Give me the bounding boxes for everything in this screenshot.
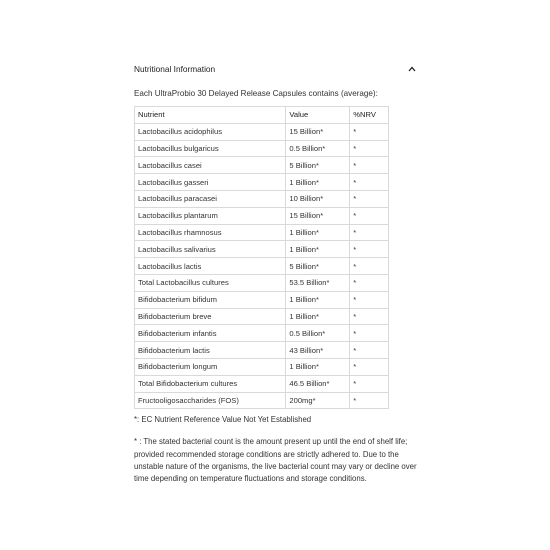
value-cell: 1 Billion* xyxy=(286,174,350,191)
table-row xyxy=(135,190,389,207)
table-row xyxy=(135,291,389,308)
nrv-cell: * xyxy=(350,174,389,191)
table-row xyxy=(135,157,389,174)
nrv-cell: * xyxy=(350,241,389,258)
intro-text: Each UltraProbio 30 Delayed Release Capsules contains (average): xyxy=(134,89,378,98)
value-cell: 200mg* xyxy=(286,392,350,409)
table-header-row xyxy=(135,107,389,124)
value-cell: 1 Billion* xyxy=(286,224,350,241)
nutrient-cell: Lactobacillus lactis xyxy=(135,258,286,275)
nutrient-cell: Bifidobacterium lactis xyxy=(135,342,286,359)
nrv-cell: * xyxy=(350,392,389,409)
nutrient-cell: Total Bifidobacterium cultures xyxy=(135,375,286,392)
nutrient-cell: Lactobacillus acidophilus xyxy=(135,123,286,140)
nrv-cell: * xyxy=(350,325,389,342)
table-row xyxy=(135,325,389,342)
value-cell: 1 Billion* xyxy=(286,358,350,375)
value-cell: 1 Billion* xyxy=(286,308,350,325)
section-title: Nutritional Information xyxy=(134,64,216,74)
table-row xyxy=(135,308,389,325)
nrv-cell: * xyxy=(350,157,389,174)
value-cell: 53.5 Billion* xyxy=(286,274,350,291)
nrv-cell: * xyxy=(350,258,389,275)
nutritional-information-panel xyxy=(134,58,417,486)
nutrient-cell: Bifidobacterium infantis xyxy=(135,325,286,342)
accordion-header[interactable] xyxy=(134,58,417,80)
table-body xyxy=(135,123,389,409)
table-row xyxy=(135,375,389,392)
value-cell: 15 Billion* xyxy=(286,207,350,224)
chevron-up-icon[interactable] xyxy=(407,64,417,74)
value-cell: 5 Billion* xyxy=(286,157,350,174)
column-header-nrv: %NRV xyxy=(350,107,389,124)
nutrient-cell: Lactobacillus bulgaricus xyxy=(135,140,286,157)
column-header-value: Value xyxy=(286,107,350,124)
nutrient-cell: Lactobacillus paracasei xyxy=(135,190,286,207)
nrv-cell: * xyxy=(350,308,389,325)
nutrient-cell: Lactobacillus gasseri xyxy=(135,174,286,191)
nrv-cell: * xyxy=(350,342,389,359)
value-cell: 1 Billion* xyxy=(286,241,350,258)
column-header-nutrient: Nutrient xyxy=(135,107,286,124)
value-cell: 46.5 Billion* xyxy=(286,375,350,392)
nrv-cell: * xyxy=(350,140,389,157)
value-cell: 0.5 Billion* xyxy=(286,140,350,157)
nrv-cell: * xyxy=(350,291,389,308)
nutrient-cell: Fructooligosaccharides (FOS) xyxy=(135,392,286,409)
nutrient-cell: Lactobacillus plantarum xyxy=(135,207,286,224)
value-cell: 1 Billion* xyxy=(286,291,350,308)
value-cell: 10 Billion* xyxy=(286,190,350,207)
table-row xyxy=(135,358,389,375)
nutrient-cell: Total Lactobacillus cultures xyxy=(135,274,286,291)
nrv-cell: * xyxy=(350,274,389,291)
nutrient-cell: Bifidobacterium longum xyxy=(135,358,286,375)
nrv-cell: * xyxy=(350,358,389,375)
table-row xyxy=(135,174,389,191)
nrv-cell: * xyxy=(350,224,389,241)
nrv-cell: * xyxy=(350,207,389,224)
nrv-cell: * xyxy=(350,190,389,207)
disclaimer-text: * : The stated bacterial count is the amount present up until the end of shelf life; provided recommended storage conditions are strictly adhered to. Due to the unstable nature of the organisms, the live bacterial count may vary or decline over time depending on temperature fluctuations and storage conditions. xyxy=(134,437,417,484)
footnote: *: EC Nutrient Reference Value Not Yet Established xyxy=(134,415,312,425)
table-row xyxy=(135,258,389,275)
table-row xyxy=(135,123,389,140)
table-row xyxy=(135,241,389,258)
table-row xyxy=(135,274,389,291)
nutrient-cell: Bifidobacterium bifidum xyxy=(135,291,286,308)
value-cell: 5 Billion* xyxy=(286,258,350,275)
nutrient-cell: Lactobacillus salivarius xyxy=(135,241,286,258)
value-cell: 15 Billion* xyxy=(286,123,350,140)
nrv-cell: * xyxy=(350,123,389,140)
table-row xyxy=(135,392,389,409)
nutrient-cell: Bifidobacterium breve xyxy=(135,308,286,325)
table-row xyxy=(135,224,389,241)
nutrient-cell: Lactobacillus casei xyxy=(135,157,286,174)
table-row xyxy=(135,207,389,224)
nutrient-cell: Lactobacillus rhamnosus xyxy=(135,224,286,241)
table-row xyxy=(135,140,389,157)
nutrition-table xyxy=(134,106,389,409)
value-cell: 0.5 Billion* xyxy=(286,325,350,342)
table-row xyxy=(135,342,389,359)
value-cell: 43 Billion* xyxy=(286,342,350,359)
nrv-cell: * xyxy=(350,375,389,392)
